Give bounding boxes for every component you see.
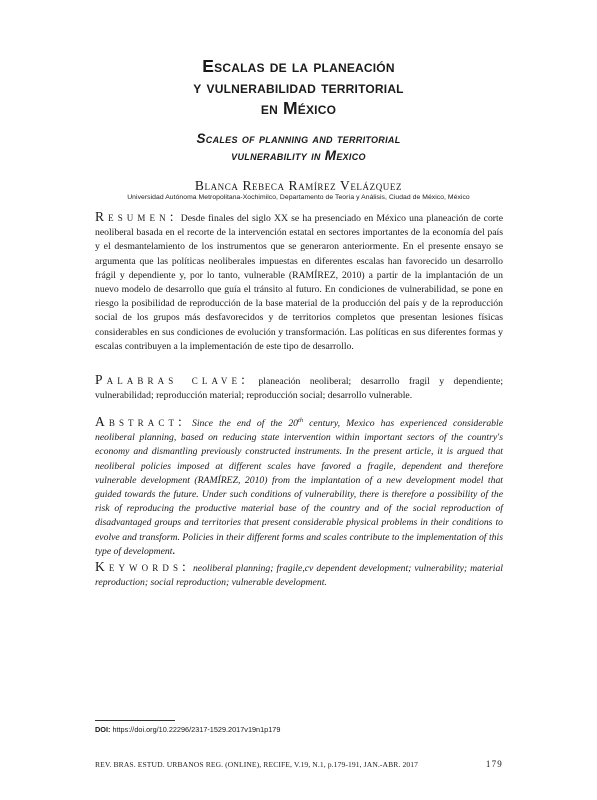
article-subtitle	[0, 130, 597, 164]
doi-line	[95, 725, 280, 734]
resumen-heading: Resumen:	[95, 209, 178, 224]
journal-citation: REV. BRAS. ESTUD. URBANOS REG. (ONLINE), RECIFE, V.19, N.1, p.179-191, JAN.-ABR. 2017	[95, 760, 419, 769]
keywords-section	[95, 560, 503, 590]
article-title	[0, 56, 597, 119]
doi-link[interactable]: https://doi.org/10.22296/2317-1529.2017v19n1p179	[112, 725, 281, 734]
keywords-heading: Keywords:	[95, 559, 190, 574]
resumen-text: Desde finales del siglo XX se ha presenciado en México una planeación de corte neoliberal basada en el recorte de la intervención estatal en sectores importantes de la economía del país y el desmantelamiento de los instrumentos que se generaron anteriormente. En el presente ensayo se argumenta que las políticas neoliberales impuestas en diferentes escalas han favorecido un desarrollo frágil y dependiente y, por lo tanto, vulnerable (RAMÍREZ, 2010) a partir de la implantación de un nuevo modelo de desarrollo que guía el tránsito al futuro. En condiciones de vulnerabilidad, se pone en riesgo la posibilidad de reproducción de la base material de la producción del país y de la reproducción social de los grupos más desfavorecidos y de territorios completos que presentan lesiones físicas considerables en sus condiciones de evolución y transformación. Las políticas en sus diferentes formas y escalas contribuyen a la implementación de este tipo de desarrollo.	[95, 213, 504, 352]
abstract-text-rest: century, Mexico has experienced considerable neoliberal planning, based on reducing state intervention within important sectors of the country's economy and dismantling previously constructed instruments. In the present article, it is argued that neoliberal policies imposed at different scales have favored a fragile, dependent and therefore vulnerable development (RAMÍREZ, 2010) from the implantation of a new development model that guided towards the future. Under such conditions of vulnerability, there is therefore a possibility of the risk of reproducing the productive material base of the country and of the social reproduction of disadvantaged groups and territories that present considerable physical problems in their conditions to evolve and transform. Policies in their different forms and scales contribute to the implementation of this type of development	[95, 418, 504, 557]
page-number: 179	[485, 759, 503, 769]
resumen-section	[95, 210, 503, 354]
footnote-divider	[95, 720, 175, 721]
author-name: Blanca Rebeca Ramírez Velázquez	[194, 178, 403, 193]
palabras-clave-heading: Palabras clave:	[95, 372, 249, 387]
abstract-section	[95, 415, 503, 559]
abstract-text-start: Since the end of the 20	[191, 418, 299, 429]
author-affiliation: Universidad Autónoma Metropolitana-Xochimilco, Departamento de Teoría y Análisis, Ciudad de México, México	[127, 194, 470, 201]
title-line-3: en México	[260, 98, 337, 118]
doi-label: DOI:	[95, 725, 111, 734]
abstract-superscript: th	[298, 416, 304, 424]
abstract-final-period: .	[172, 545, 175, 557]
subtitle-line-2: vulnerability in Mexico	[231, 148, 366, 163]
subtitle-line-1: Scales of planning and territorial	[196, 131, 401, 146]
title-line-2: y vulnerabilidad territorial	[193, 77, 404, 97]
abstract-heading: Abstract:	[95, 414, 186, 429]
palabras-clave-section	[95, 373, 503, 403]
page-footer	[95, 760, 503, 769]
title-line-1: Escalas de la planeación	[202, 56, 395, 76]
keywords-text: neoliberal planning; fragile,cv dependent development; vulnerability; material reproduction; social reproduction; vulnerable development.	[95, 563, 503, 589]
palabras-clave-text: planeación neoliberal; desarrollo fragil y dependiente; vulnerabilidad; reproducción material; reproducción social; desarrollo vulnerable.	[95, 376, 504, 402]
